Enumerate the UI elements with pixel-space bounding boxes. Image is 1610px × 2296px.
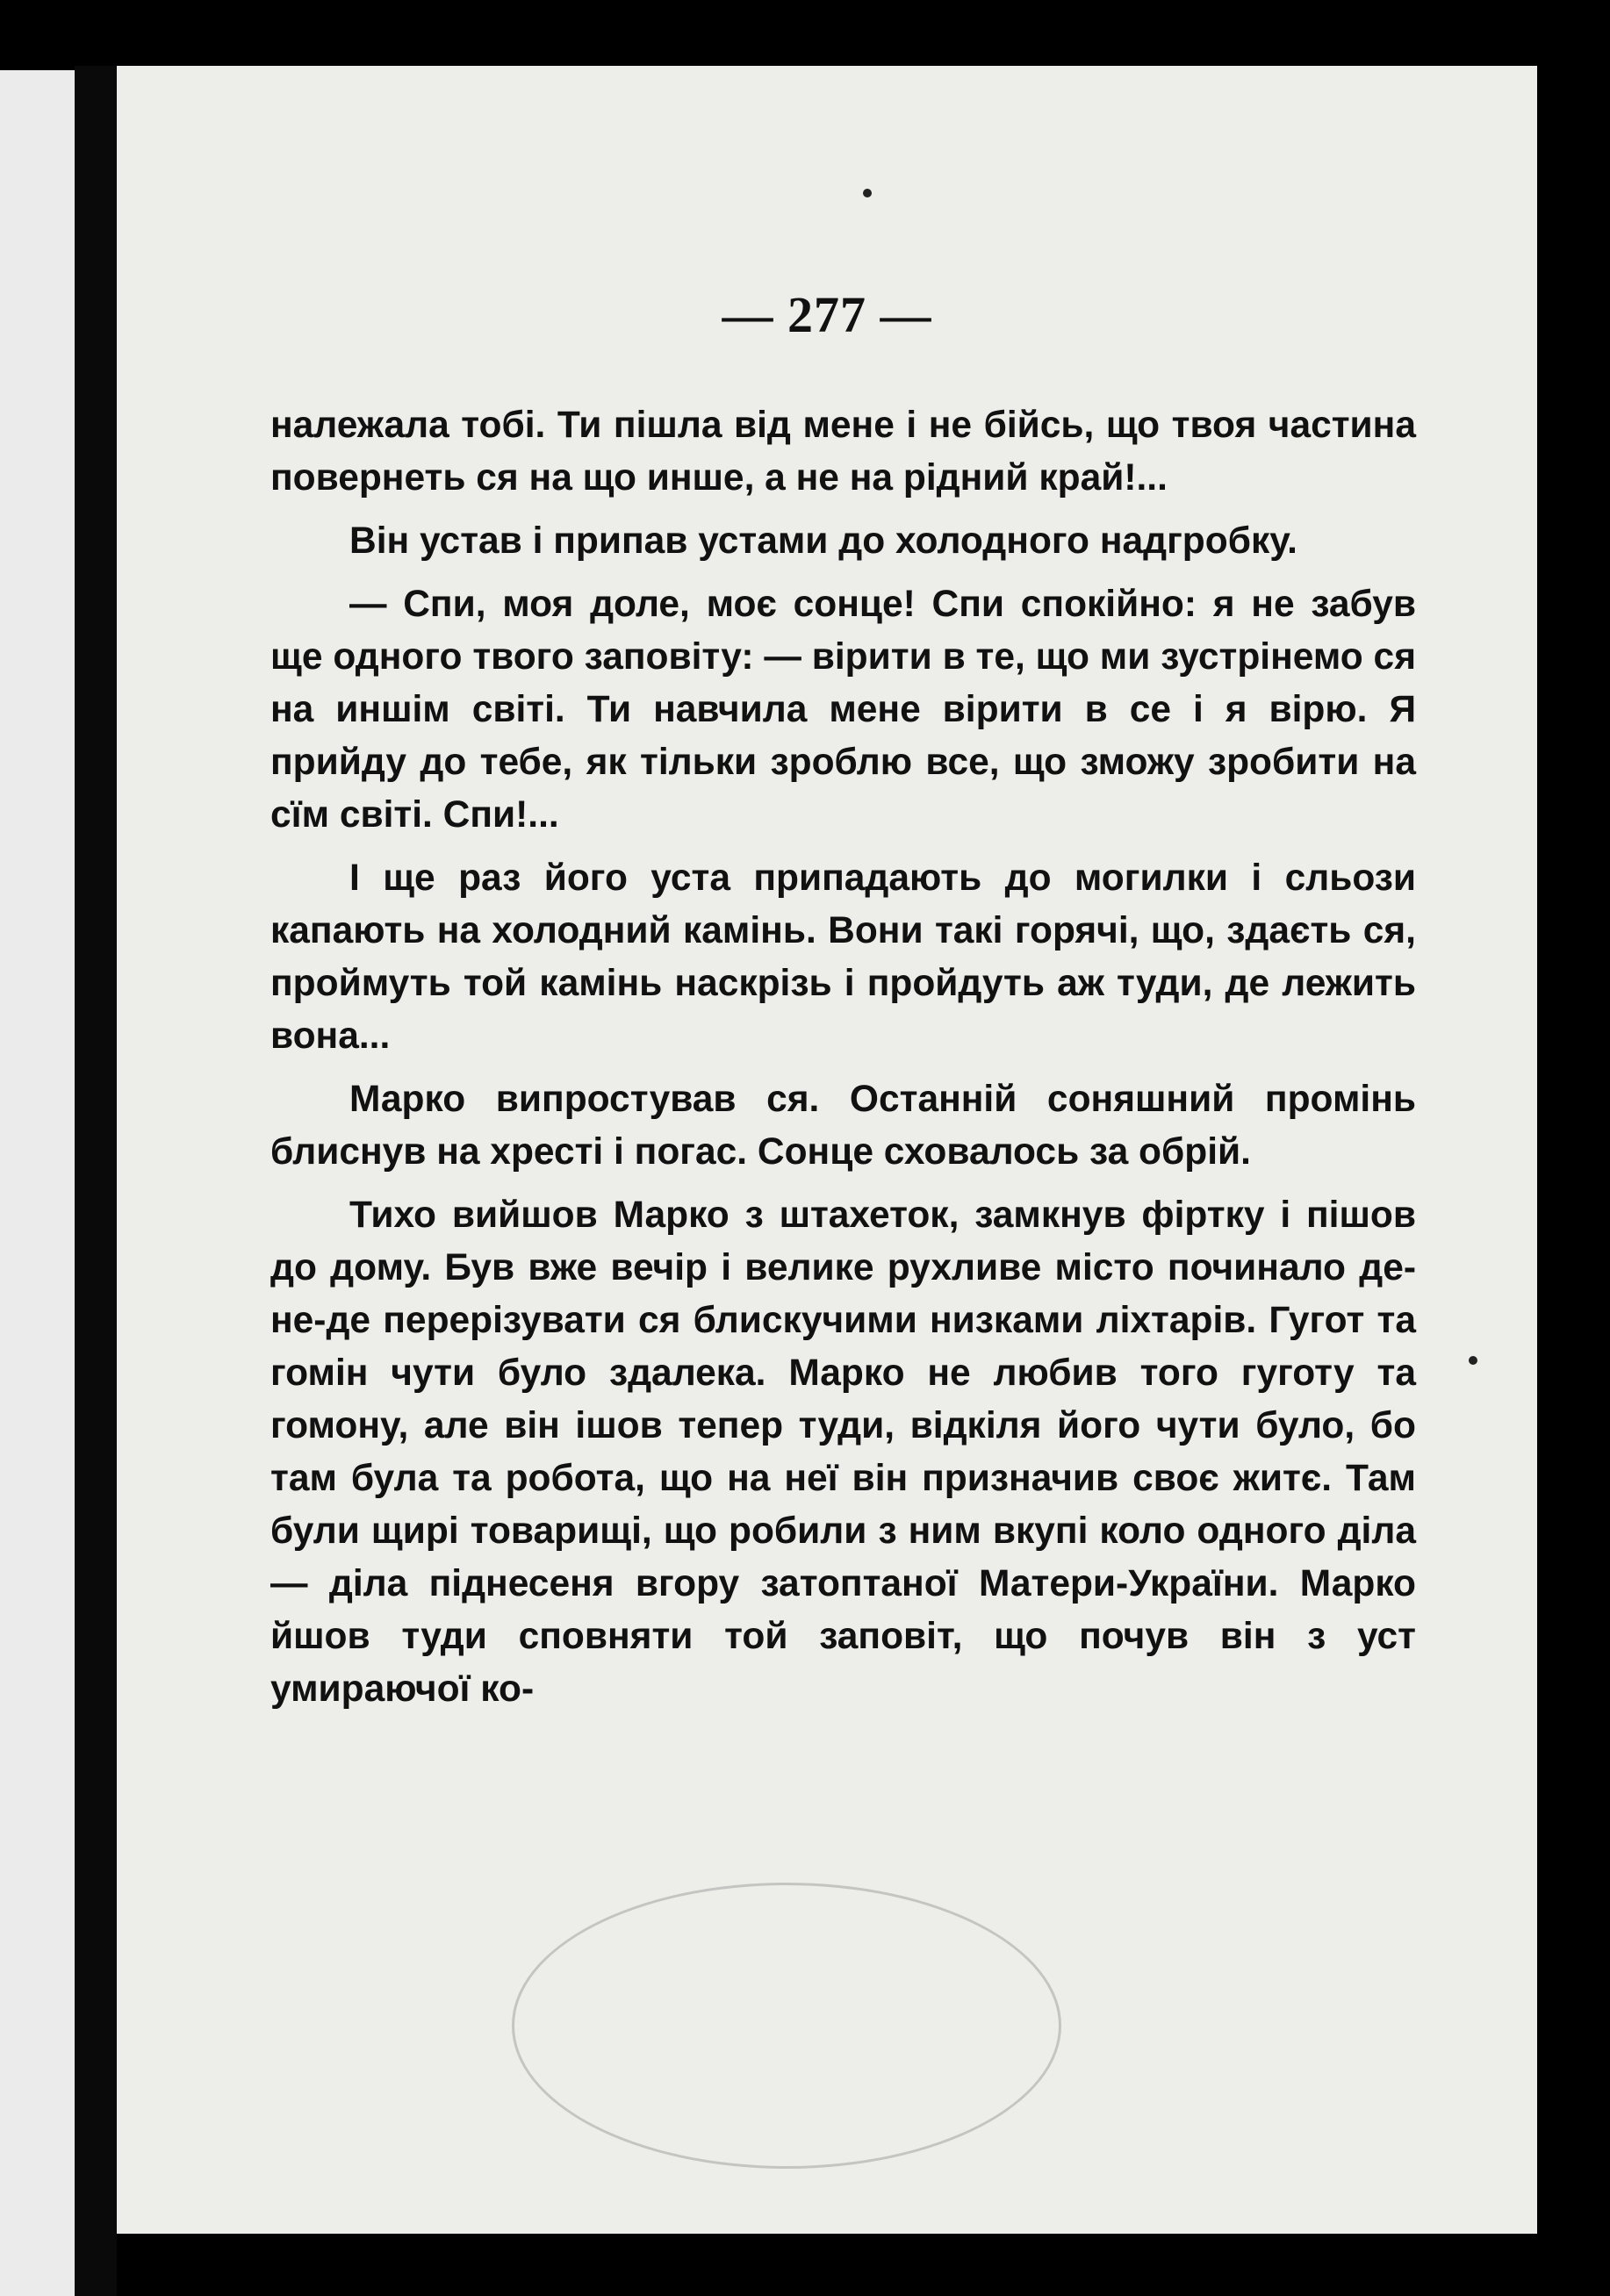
adjacent-page-edge bbox=[0, 70, 75, 2296]
paragraph-4: І ще раз його уста припадають до могилки і сльози капають на холодний камінь. Вони такі горячі, що, здаєть ся, проймуть той камінь наскрізь і пройдуть аж туди, де лежить вона... bbox=[270, 857, 1416, 1057]
scan-border-right bbox=[1537, 0, 1610, 2296]
paragraph-3: — Спи, моя доле, моє сонце! Спи спокійно: я не забув ще одного твого заповіту: — вірити в те, що ми зустрінемо ся на иншім світі. Ти навчила мене вірити в се і я вірю. Я прийду до тебе, як тільки зроблю все, що зможу зробити на сїм світі. Спи!... bbox=[270, 584, 1416, 836]
paragraph-6: Тихо вийшов Марко з штахеток, замкнув фіртку і пішов до дому. Був вже вечір і велике рухливе місто починало де-не-де перерізувати ся блискучими низками ліхтарів. Гугот та гомін чути було здалека. Марко не любив того гуготу та гомону, але він ішов тепер туди, відкіля його чути було, бо там була та робота, що на неї він призначив своє житє. Там були щирі товарищі, що робили з ним вкупі коло одного діла — діла піднесеня вгору затоптаної Матери-України. Марко йшов туди сповняти той заповіт, що почув він з уст умираючої ко- bbox=[270, 1195, 1416, 1710]
book-page bbox=[117, 66, 1537, 2234]
page-number: — 277 — bbox=[722, 286, 932, 343]
body-text bbox=[270, 399, 1416, 1726]
paragraph-1: належала тобі. Ти пішла від мене і не бійсь, що твоя частина повернеть ся на що инше, а не на рідний край!... bbox=[270, 405, 1416, 499]
library-stamp-mark bbox=[512, 1883, 1061, 2169]
paragraph-5: Марко випростував ся. Останній соняшний промінь блиснув на хресті і погас. Сонце сховалось за обрій. bbox=[270, 1079, 1416, 1173]
binding-shadow bbox=[75, 66, 117, 2296]
ink-speck bbox=[863, 189, 872, 197]
ink-speck bbox=[1469, 1356, 1477, 1365]
paragraph-2: Він устав і припав устами до холодного надгробку. bbox=[349, 520, 1297, 562]
